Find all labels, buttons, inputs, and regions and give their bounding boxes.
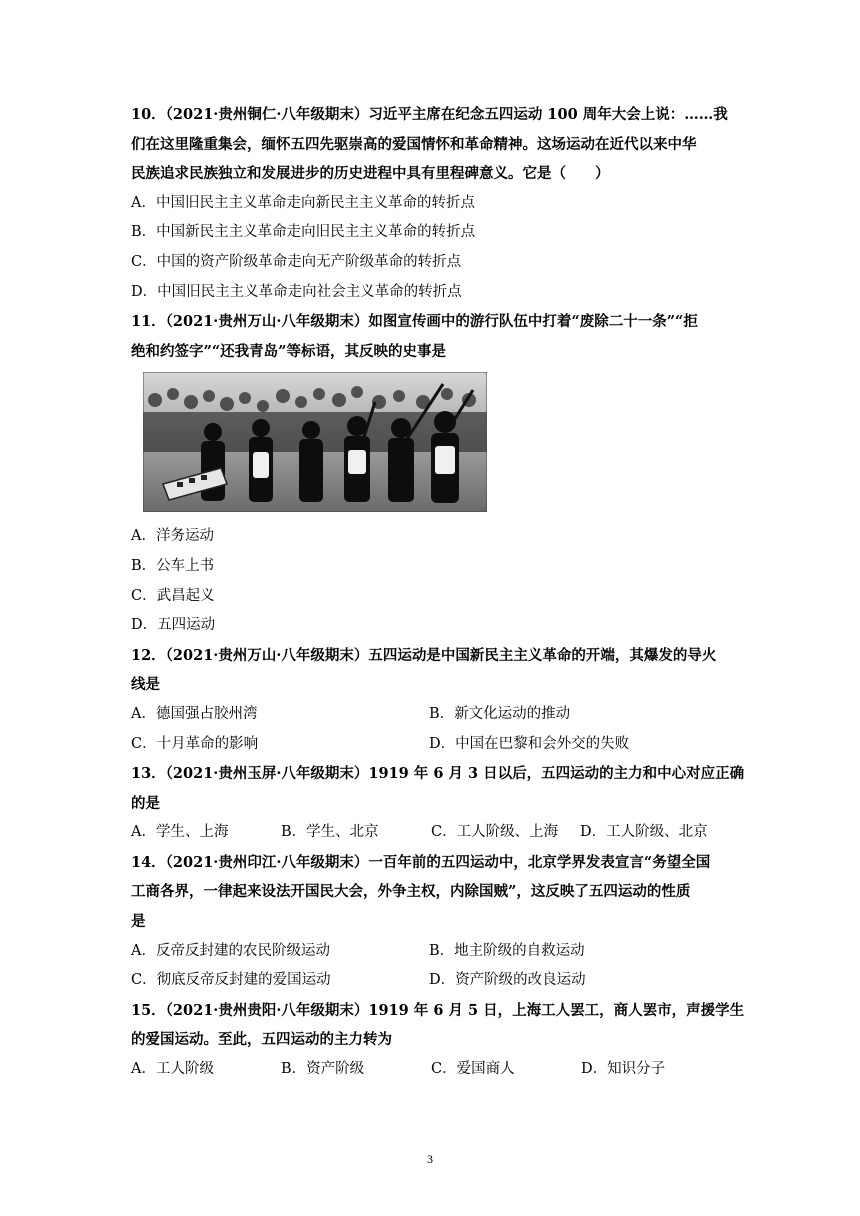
option-d: D．资产阶级的改良运动 xyxy=(429,972,586,989)
question-14 xyxy=(131,848,741,996)
question-13 xyxy=(131,759,745,848)
question-11 xyxy=(131,307,741,641)
propaganda-poster-image xyxy=(143,372,487,512)
question-stem-line: 10．（2021·贵州铜仁·八年级期末）习近平主席在纪念五四运动 100 周年大会上说：……我 xyxy=(131,106,728,123)
question-stem-line: 们在这里隆重集会，缅怀五四先驱崇高的爱国情怀和革命精神。这场运动在近代以来中华 xyxy=(131,135,697,153)
question-10 xyxy=(131,100,741,307)
question-stem-line: 13．（2021·贵州玉屏·八年级期末）1919 年 6 月 3 日以后，五四运动的主力和中心对应正确 xyxy=(131,765,745,783)
question-stem-line: 14．（2021·贵州印江·八年级期末）一百年前的五四运动中，北京学界发表宣言“务望全国 xyxy=(131,853,711,871)
option-c: C．爱国商人 xyxy=(431,1061,515,1078)
option-b: B．公车上书 xyxy=(131,557,215,574)
question-list xyxy=(131,100,745,1085)
options-row xyxy=(131,730,741,760)
option-c: C．十月革命的影响 xyxy=(131,735,259,752)
option-d: D．工人阶级、北京 xyxy=(580,824,708,841)
question-stem-line: 是 xyxy=(131,913,146,931)
options-row xyxy=(131,937,741,967)
question-stem-line: 民族追求民族独立和发展进步的历史进程中具有里程碑意义。它是（ ） xyxy=(131,165,610,183)
option-b: B．新文化运动的推动 xyxy=(429,705,571,722)
option-c: C．工人阶级、上海 xyxy=(431,824,559,841)
option-d: D．知识分子 xyxy=(581,1061,666,1078)
option-d: D．中国旧民主主义革命走向社会主义革命的转折点 xyxy=(131,283,462,300)
question-12 xyxy=(131,641,741,759)
option-a: A．工人阶级 xyxy=(131,1061,214,1078)
page-number: 3 xyxy=(427,1152,433,1166)
question-stem-line: 的是 xyxy=(131,794,160,812)
question-stem-line: 的爱国运动。至此，五四运动的主力转为 xyxy=(131,1031,392,1049)
option-c: C．中国的资产阶级革命走向无产阶级革命的转折点 xyxy=(131,253,462,270)
option-d: D．五四运动 xyxy=(131,617,216,634)
option-a: A．学生、上海 xyxy=(131,824,229,841)
option-b: B．中国新民主主义革命走向旧民主主义革命的转折点 xyxy=(131,224,476,241)
options-row xyxy=(131,1055,741,1085)
option-b: B．资产阶级 xyxy=(281,1061,365,1078)
option-d: D．中国在巴黎和会外交的失败 xyxy=(429,735,630,752)
options-row xyxy=(131,700,741,730)
options-row xyxy=(131,966,741,996)
option-c: C．武昌起义 xyxy=(131,587,215,604)
option-a: A．中国旧民主主义革命走向新民主主义革命的转折点 xyxy=(131,194,475,211)
option-c: C．彻底反帝反封建的爱国运动 xyxy=(131,972,331,989)
option-b: B．地主阶级的自救运动 xyxy=(429,942,585,959)
options-row xyxy=(131,818,741,848)
question-stem-line: 11．（2021·贵州万山·八年级期末）如图宣传画中的游行队伍中打着“废除二十一条”“拒 xyxy=(131,313,698,331)
question-stem-line: 绝和约签字”“还我青岛”等标语，其反映的史事是 xyxy=(131,342,447,360)
option-a: A．洋务运动 xyxy=(131,528,214,545)
question-stem-line: 工商各界，一律起来设法开国民大会，外争主权，内除国贼”，这反映了五四运动的性质 xyxy=(131,883,691,901)
option-b: B．学生、北京 xyxy=(281,824,379,841)
question-stem-line: 12．（2021·贵州万山·八年级期末）五四运动是中国新民主主义革命的开端，其爆发的导火 xyxy=(131,646,717,664)
option-a: A．德国强占胶州湾 xyxy=(131,705,258,722)
question-stem-line: 15．（2021·贵州贵阳·八年级期末）1919 年 6 月 5 日，上海工人罢工，商人罢市，声援学生 xyxy=(131,1001,745,1019)
question-stem-line: 线是 xyxy=(131,676,160,694)
option-a: A．反帝反封建的农民阶级运动 xyxy=(131,942,330,959)
question-15 xyxy=(131,996,745,1085)
